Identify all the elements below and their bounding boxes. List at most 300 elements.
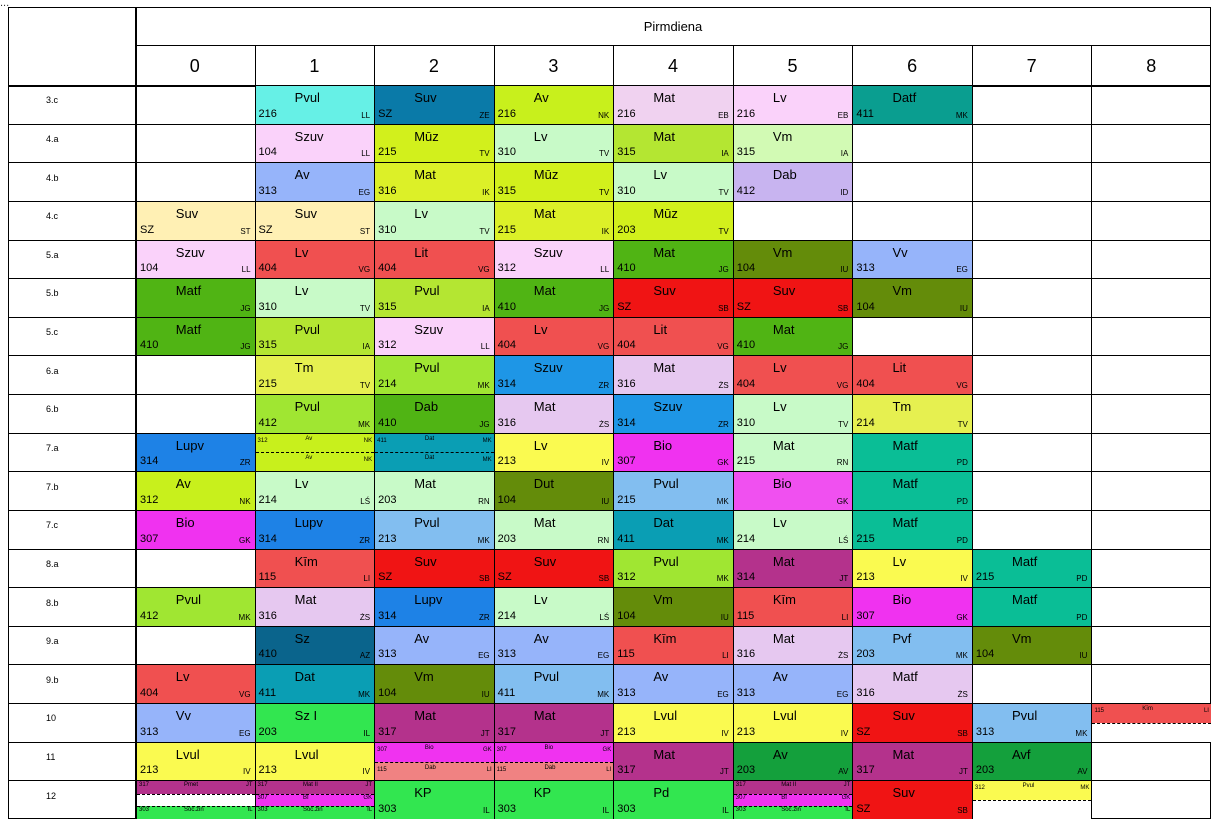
subject-name: Vm	[892, 283, 912, 299]
subject-name: Lv	[892, 553, 907, 569]
teacher-code: IL	[367, 807, 373, 814]
lesson-cell[interactable]	[614, 704, 733, 742]
lesson-cell[interactable]	[614, 395, 733, 433]
lesson-cell[interactable]	[375, 588, 494, 626]
teacher-code: IV	[721, 728, 729, 738]
lesson-cell[interactable]	[734, 125, 853, 163]
subject-name: Lv	[294, 244, 309, 260]
lesson-cell[interactable]	[256, 395, 375, 433]
lesson-cell[interactable]	[256, 704, 375, 742]
room-number: 312	[140, 493, 159, 506]
lesson-cell[interactable]	[495, 588, 614, 626]
lesson-cell[interactable]	[137, 704, 255, 742]
teacher-code: JT	[843, 782, 851, 789]
lesson-cell[interactable]	[614, 163, 733, 201]
subject-name: Lv	[414, 205, 428, 221]
lesson-cell[interactable]	[1092, 704, 1211, 742]
subject-name: Mat	[772, 321, 795, 337]
day-divider	[135, 45, 1211, 46]
lesson-cell[interactable]	[614, 241, 733, 279]
lesson-cell[interactable]	[137, 202, 255, 240]
lesson-cell[interactable]	[495, 627, 614, 665]
class-label: 8.a	[46, 558, 59, 569]
subject-name: Kīm	[1142, 706, 1153, 713]
lesson-cell[interactable]	[495, 163, 614, 201]
group-separator	[256, 806, 375, 807]
lesson-cell[interactable]	[973, 627, 1092, 665]
lesson-cell[interactable]	[375, 665, 494, 703]
subject-name: Matf	[892, 437, 918, 453]
teacher-code: IU	[959, 303, 968, 313]
group-separator	[734, 794, 853, 795]
lesson-cell[interactable]	[614, 356, 733, 394]
lesson-cell[interactable]	[853, 241, 972, 279]
subject-name: Pmet	[184, 782, 199, 789]
lesson-cell[interactable]	[495, 279, 614, 317]
lesson-cell[interactable]	[614, 472, 733, 510]
lesson-cell[interactable]	[137, 511, 255, 549]
room-number: 215	[378, 146, 397, 159]
teacher-code: ŻS	[838, 651, 849, 661]
lesson-cell[interactable]	[734, 588, 853, 626]
room-number: SZ	[140, 223, 155, 236]
room-number: 307	[856, 609, 875, 622]
lesson-cell[interactable]	[495, 550, 614, 588]
teacher-code: IK	[601, 226, 610, 236]
teacher-code: JG	[718, 265, 729, 275]
subject-name: Matf	[1011, 592, 1038, 608]
lesson-cell[interactable]	[853, 472, 972, 510]
class-label: 11	[46, 752, 56, 763]
lesson-cell[interactable]	[495, 665, 614, 703]
subject-name: Lv	[653, 167, 668, 183]
subject-name: Lupv	[175, 437, 204, 453]
lesson-cell[interactable]	[734, 550, 853, 588]
teacher-code: MK	[716, 496, 729, 506]
lesson-cell[interactable]	[256, 279, 375, 317]
lesson-cell[interactable]	[734, 743, 853, 781]
lesson-cell[interactable]	[614, 434, 733, 472]
lesson-cell[interactable]	[375, 781, 494, 819]
lesson-cell[interactable]	[256, 241, 375, 279]
room-number: 316	[736, 648, 756, 661]
room-number: SZ	[497, 571, 512, 584]
teacher-code: GK	[602, 746, 612, 753]
room-number: 215	[975, 571, 995, 584]
room-number: 115	[736, 609, 755, 622]
lesson-cell[interactable]	[734, 627, 853, 665]
lesson-cell[interactable]	[137, 318, 255, 356]
lesson-cell[interactable]	[137, 472, 255, 510]
teacher-code: IU	[601, 496, 610, 506]
teacher-code: LL	[361, 149, 371, 159]
class-label: 4.b	[46, 172, 59, 183]
subject-name: Dat	[424, 455, 435, 462]
room-number: 303	[617, 802, 636, 815]
teacher-code: PD	[956, 458, 968, 468]
subject-name: Matf	[175, 321, 202, 337]
subject-name: Pvul	[414, 283, 440, 299]
subject-name: Lv	[772, 514, 787, 530]
lesson-cell[interactable]	[375, 202, 494, 240]
lesson-cell[interactable]	[495, 511, 614, 549]
teacher-code: IU	[720, 612, 729, 622]
subject-name: Mat	[892, 746, 915, 762]
subject-name: Lvul	[772, 708, 797, 724]
lesson-cell[interactable]	[137, 743, 255, 781]
lesson-cell[interactable]	[853, 588, 972, 626]
subject-name: Pd	[653, 785, 670, 801]
teacher-code: NK	[239, 496, 251, 506]
subject-name: Pvul	[294, 321, 320, 337]
lesson-cell[interactable]	[853, 743, 972, 781]
room-number: SZ	[258, 223, 273, 236]
lesson-cell[interactable]	[495, 202, 614, 240]
teacher-code: LI	[363, 574, 371, 584]
lesson-cell[interactable]	[256, 550, 375, 588]
subject-name: Szuv	[533, 244, 563, 260]
lesson-cell[interactable]	[614, 125, 733, 163]
teacher-code: ZE	[479, 110, 490, 120]
lesson-cell[interactable]	[375, 434, 494, 472]
lesson-cell[interactable]	[734, 395, 853, 433]
lesson-cell[interactable]	[137, 279, 255, 317]
subject-name: Mat	[533, 399, 556, 415]
lesson-cell[interactable]	[973, 588, 1092, 626]
subject-name: Lvul	[175, 746, 200, 762]
room-number: 115	[1094, 708, 1105, 715]
subject-name: Dab	[772, 167, 797, 183]
lesson-cell[interactable]	[853, 395, 972, 433]
teacher-code: SB	[598, 574, 610, 584]
subject-name: Pvul	[1022, 783, 1035, 790]
room-number: 307	[257, 794, 268, 801]
room-number: 316	[497, 416, 517, 429]
room-number: 310	[617, 184, 636, 197]
teacher-code: VG	[597, 342, 610, 352]
teacher-code: TV	[598, 187, 610, 197]
lesson-cell[interactable]	[375, 743, 494, 781]
class-label: 9.b	[46, 674, 59, 685]
lesson-cell[interactable]	[375, 511, 494, 549]
teacher-code: TV	[479, 149, 490, 159]
subject-name: Szuv	[294, 128, 324, 144]
teacher-code: LL	[600, 265, 610, 275]
subject-name: Lv	[533, 321, 548, 337]
group-separator	[495, 762, 614, 763]
lesson-cell[interactable]	[734, 511, 853, 549]
lesson-cell[interactable]	[256, 472, 375, 510]
teacher-code: IV	[960, 574, 968, 584]
lesson-cell[interactable]	[495, 395, 614, 433]
lesson-cell[interactable]	[614, 627, 733, 665]
top-caption: ...	[0, 0, 10, 7]
lesson-cell[interactable]	[734, 781, 853, 819]
room-number: 310	[736, 416, 756, 429]
lesson-cell[interactable]	[256, 781, 375, 819]
class-label: 5.c	[46, 327, 59, 338]
lesson-cell[interactable]	[495, 704, 614, 742]
lesson-cell[interactable]	[375, 472, 494, 510]
lesson-cell[interactable]	[495, 241, 614, 279]
lesson-cell[interactable]	[375, 125, 494, 163]
teacher-code: IA	[482, 303, 490, 313]
lesson-cell[interactable]	[973, 781, 1092, 819]
lesson-cell[interactable]	[614, 279, 733, 317]
lesson-cell[interactable]	[614, 781, 733, 819]
lesson-cell[interactable]	[137, 781, 255, 819]
lesson-band	[256, 452, 375, 471]
room-number: 313	[975, 725, 995, 738]
room-number: 404	[258, 262, 277, 275]
lesson-cell[interactable]	[375, 550, 494, 588]
subject-name: Szuv	[175, 244, 205, 260]
room-number: SZ	[856, 802, 871, 815]
lesson-cell[interactable]	[614, 665, 733, 703]
subject-name: Mat	[772, 553, 795, 569]
room-number: 213	[617, 725, 636, 738]
lesson-band	[256, 434, 375, 453]
lesson-cell[interactable]	[734, 279, 853, 317]
room-number: 303	[139, 807, 150, 814]
room-number: 314	[617, 416, 636, 429]
lesson-cell[interactable]	[614, 511, 733, 549]
room-number: 203	[975, 764, 995, 777]
lesson-cell[interactable]	[614, 318, 733, 356]
room-number: 214	[856, 416, 875, 429]
room-number: 312	[974, 785, 985, 792]
teacher-code: EG	[956, 265, 968, 275]
subject-name: Lv	[772, 90, 787, 105]
lesson-cell[interactable]	[375, 704, 494, 742]
room-number: 317	[735, 782, 746, 789]
lesson-cell[interactable]	[614, 550, 733, 588]
lesson-cell[interactable]	[973, 704, 1092, 742]
room-number: 314	[736, 571, 756, 584]
teacher-code: IA	[362, 342, 371, 352]
lesson-cell[interactable]	[256, 588, 375, 626]
grid-border-left	[8, 7, 9, 819]
room-number: 203	[617, 223, 636, 236]
lesson-cell[interactable]	[853, 550, 972, 588]
room-number: 312	[257, 437, 268, 444]
lesson-cell[interactable]	[734, 318, 853, 356]
lesson-cell[interactable]	[853, 511, 972, 549]
room-number: 214	[378, 378, 397, 391]
teacher-code: IV	[601, 458, 610, 468]
subject-name: Suv	[294, 205, 318, 221]
subject-name: Suv	[772, 283, 796, 299]
subject-name: Vm	[653, 592, 673, 608]
lesson-cell[interactable]	[734, 704, 853, 742]
lesson-cell[interactable]	[734, 356, 853, 394]
lesson-cell[interactable]	[256, 743, 375, 781]
lesson-cell[interactable]	[853, 356, 972, 394]
teacher-code: PD	[956, 535, 968, 545]
teacher-code: PD	[1076, 612, 1088, 622]
subject-name: Szuv	[533, 360, 563, 376]
lesson-cell[interactable]	[256, 627, 375, 665]
lesson-cell[interactable]	[734, 665, 853, 703]
teacher-code: EG	[597, 651, 610, 661]
lesson-cell[interactable]	[137, 665, 255, 703]
room-number: 104	[497, 493, 517, 506]
teacher-code: MK	[1075, 728, 1088, 738]
subject-name: Av	[533, 90, 549, 105]
subject-name: Dat	[294, 669, 315, 685]
subject-name: Tm	[294, 360, 314, 376]
room-number: 313	[736, 687, 756, 700]
lesson-cell[interactable]	[256, 202, 375, 240]
lesson-cell[interactable]	[495, 125, 614, 163]
room-number: 303	[378, 802, 397, 815]
teacher-code: MK	[597, 690, 610, 700]
lesson-cell[interactable]	[495, 781, 614, 819]
lesson-cell[interactable]	[375, 241, 494, 279]
lesson-cell[interactable]	[375, 86, 494, 124]
lesson-cell[interactable]	[614, 86, 733, 124]
lesson-cell[interactable]	[853, 781, 972, 819]
room-number: 213	[258, 764, 277, 777]
room-number: 317	[257, 782, 268, 789]
subject-name: Av	[772, 669, 788, 685]
lesson-cell[interactable]	[375, 395, 494, 433]
teacher-code: TV	[718, 187, 729, 197]
lesson-band	[734, 794, 853, 807]
lesson-cell[interactable]	[375, 279, 494, 317]
room-number: 215	[856, 532, 875, 545]
lesson-cell[interactable]	[853, 665, 972, 703]
lesson-cell[interactable]	[495, 743, 614, 781]
lesson-cell[interactable]	[614, 588, 733, 626]
lesson-band	[375, 743, 494, 762]
teacher-code: JT	[365, 782, 373, 789]
subject-name: Lit	[414, 244, 428, 260]
subject-name: Mūz	[653, 205, 678, 221]
lesson-cell[interactable]	[734, 241, 853, 279]
subject-name: Soc.zin	[184, 807, 204, 814]
group-separator	[137, 794, 255, 795]
room-number: 303	[735, 807, 746, 814]
teacher-code: PD	[956, 496, 968, 506]
lesson-cell[interactable]	[853, 627, 972, 665]
lesson-cell[interactable]	[375, 356, 494, 394]
lesson-cell[interactable]	[495, 86, 614, 124]
lesson-cell[interactable]	[734, 163, 853, 201]
group-separator	[256, 452, 375, 453]
lesson-cell[interactable]	[137, 434, 255, 472]
lesson-cell[interactable]	[137, 241, 255, 279]
timetable-grid	[8, 7, 1211, 819]
lesson-cell[interactable]	[256, 163, 375, 201]
lesson-cell[interactable]	[614, 202, 733, 240]
teacher-code: LI	[722, 651, 729, 661]
subject-name: Lv	[294, 283, 309, 299]
class-label: 3.c	[46, 95, 59, 106]
lesson-cell[interactable]	[734, 86, 853, 124]
teacher-code: MK	[716, 574, 729, 584]
teacher-code: LŚ	[599, 612, 610, 622]
period-label: 1	[309, 56, 320, 76]
lesson-cell[interactable]	[375, 627, 494, 665]
lesson-cell[interactable]	[256, 665, 375, 703]
subject-name: Mat	[294, 592, 317, 608]
teacher-code: LI	[1203, 708, 1209, 715]
grid-border-right	[1210, 7, 1211, 819]
class-label: 7.c	[46, 520, 59, 531]
subject-name: Bio	[772, 476, 792, 492]
teacher-code: AV	[838, 767, 849, 777]
teacher-code: TV	[718, 226, 729, 236]
room-number: SZ	[736, 300, 751, 313]
lesson-cell[interactable]	[256, 86, 375, 124]
room-number: 213	[856, 571, 875, 584]
lesson-cell[interactable]	[973, 743, 1092, 781]
lesson-cell[interactable]	[495, 318, 614, 356]
lesson-cell[interactable]	[495, 356, 614, 394]
room-number: SZ	[617, 300, 632, 313]
room-number: 303	[257, 807, 268, 814]
subject-name: Vm	[1011, 630, 1032, 646]
class-label: 10	[46, 713, 57, 724]
teacher-code: VG	[956, 381, 968, 391]
lesson-cell[interactable]	[495, 434, 614, 472]
lesson-cell[interactable]	[375, 318, 494, 356]
lesson-cell[interactable]	[137, 588, 255, 626]
lesson-cell[interactable]	[614, 743, 733, 781]
group-separator	[973, 800, 1092, 801]
period-label: 3	[548, 56, 559, 76]
teacher-code: ŻS	[957, 690, 968, 700]
room-number: 317	[378, 725, 397, 738]
lesson-cell[interactable]	[973, 550, 1092, 588]
lesson-cell[interactable]	[734, 434, 853, 472]
subject-name: Av	[533, 630, 549, 646]
lesson-cell[interactable]	[256, 318, 375, 356]
teacher-code: JT	[719, 767, 729, 777]
subject-name: Av	[305, 455, 313, 462]
lesson-cell[interactable]	[853, 704, 972, 742]
lesson-cell[interactable]	[495, 472, 614, 510]
lesson-cell[interactable]	[256, 125, 375, 163]
class-label: 8.b	[46, 597, 59, 608]
lesson-cell[interactable]	[734, 472, 853, 510]
lesson-cell[interactable]	[853, 279, 972, 317]
subject-name: Suv	[414, 90, 437, 105]
subject-name: Soc.zin	[302, 807, 323, 814]
room-number: 317	[139, 782, 150, 789]
room-number: 104	[856, 300, 875, 313]
subject-name: Avf	[1011, 746, 1031, 762]
lesson-cell[interactable]	[256, 434, 375, 472]
subject-name: Mat	[414, 708, 436, 724]
teacher-code: ZR	[359, 535, 371, 545]
subject-name: Bio	[544, 744, 554, 751]
room-number: 104	[975, 648, 995, 661]
room-number: 404	[140, 687, 159, 700]
lesson-cell[interactable]	[256, 356, 375, 394]
lesson-cell[interactable]	[256, 511, 375, 549]
teacher-code: NK	[598, 110, 610, 120]
subject-name: Vm	[414, 669, 434, 685]
lesson-cell[interactable]	[375, 163, 494, 201]
room-number: 410	[617, 262, 636, 275]
teacher-code: IU	[481, 690, 490, 700]
lesson-cell[interactable]	[853, 86, 972, 124]
subject-name: Pvul	[414, 360, 440, 376]
lesson-cell[interactable]	[853, 434, 972, 472]
teacher-code: VG	[478, 265, 490, 275]
